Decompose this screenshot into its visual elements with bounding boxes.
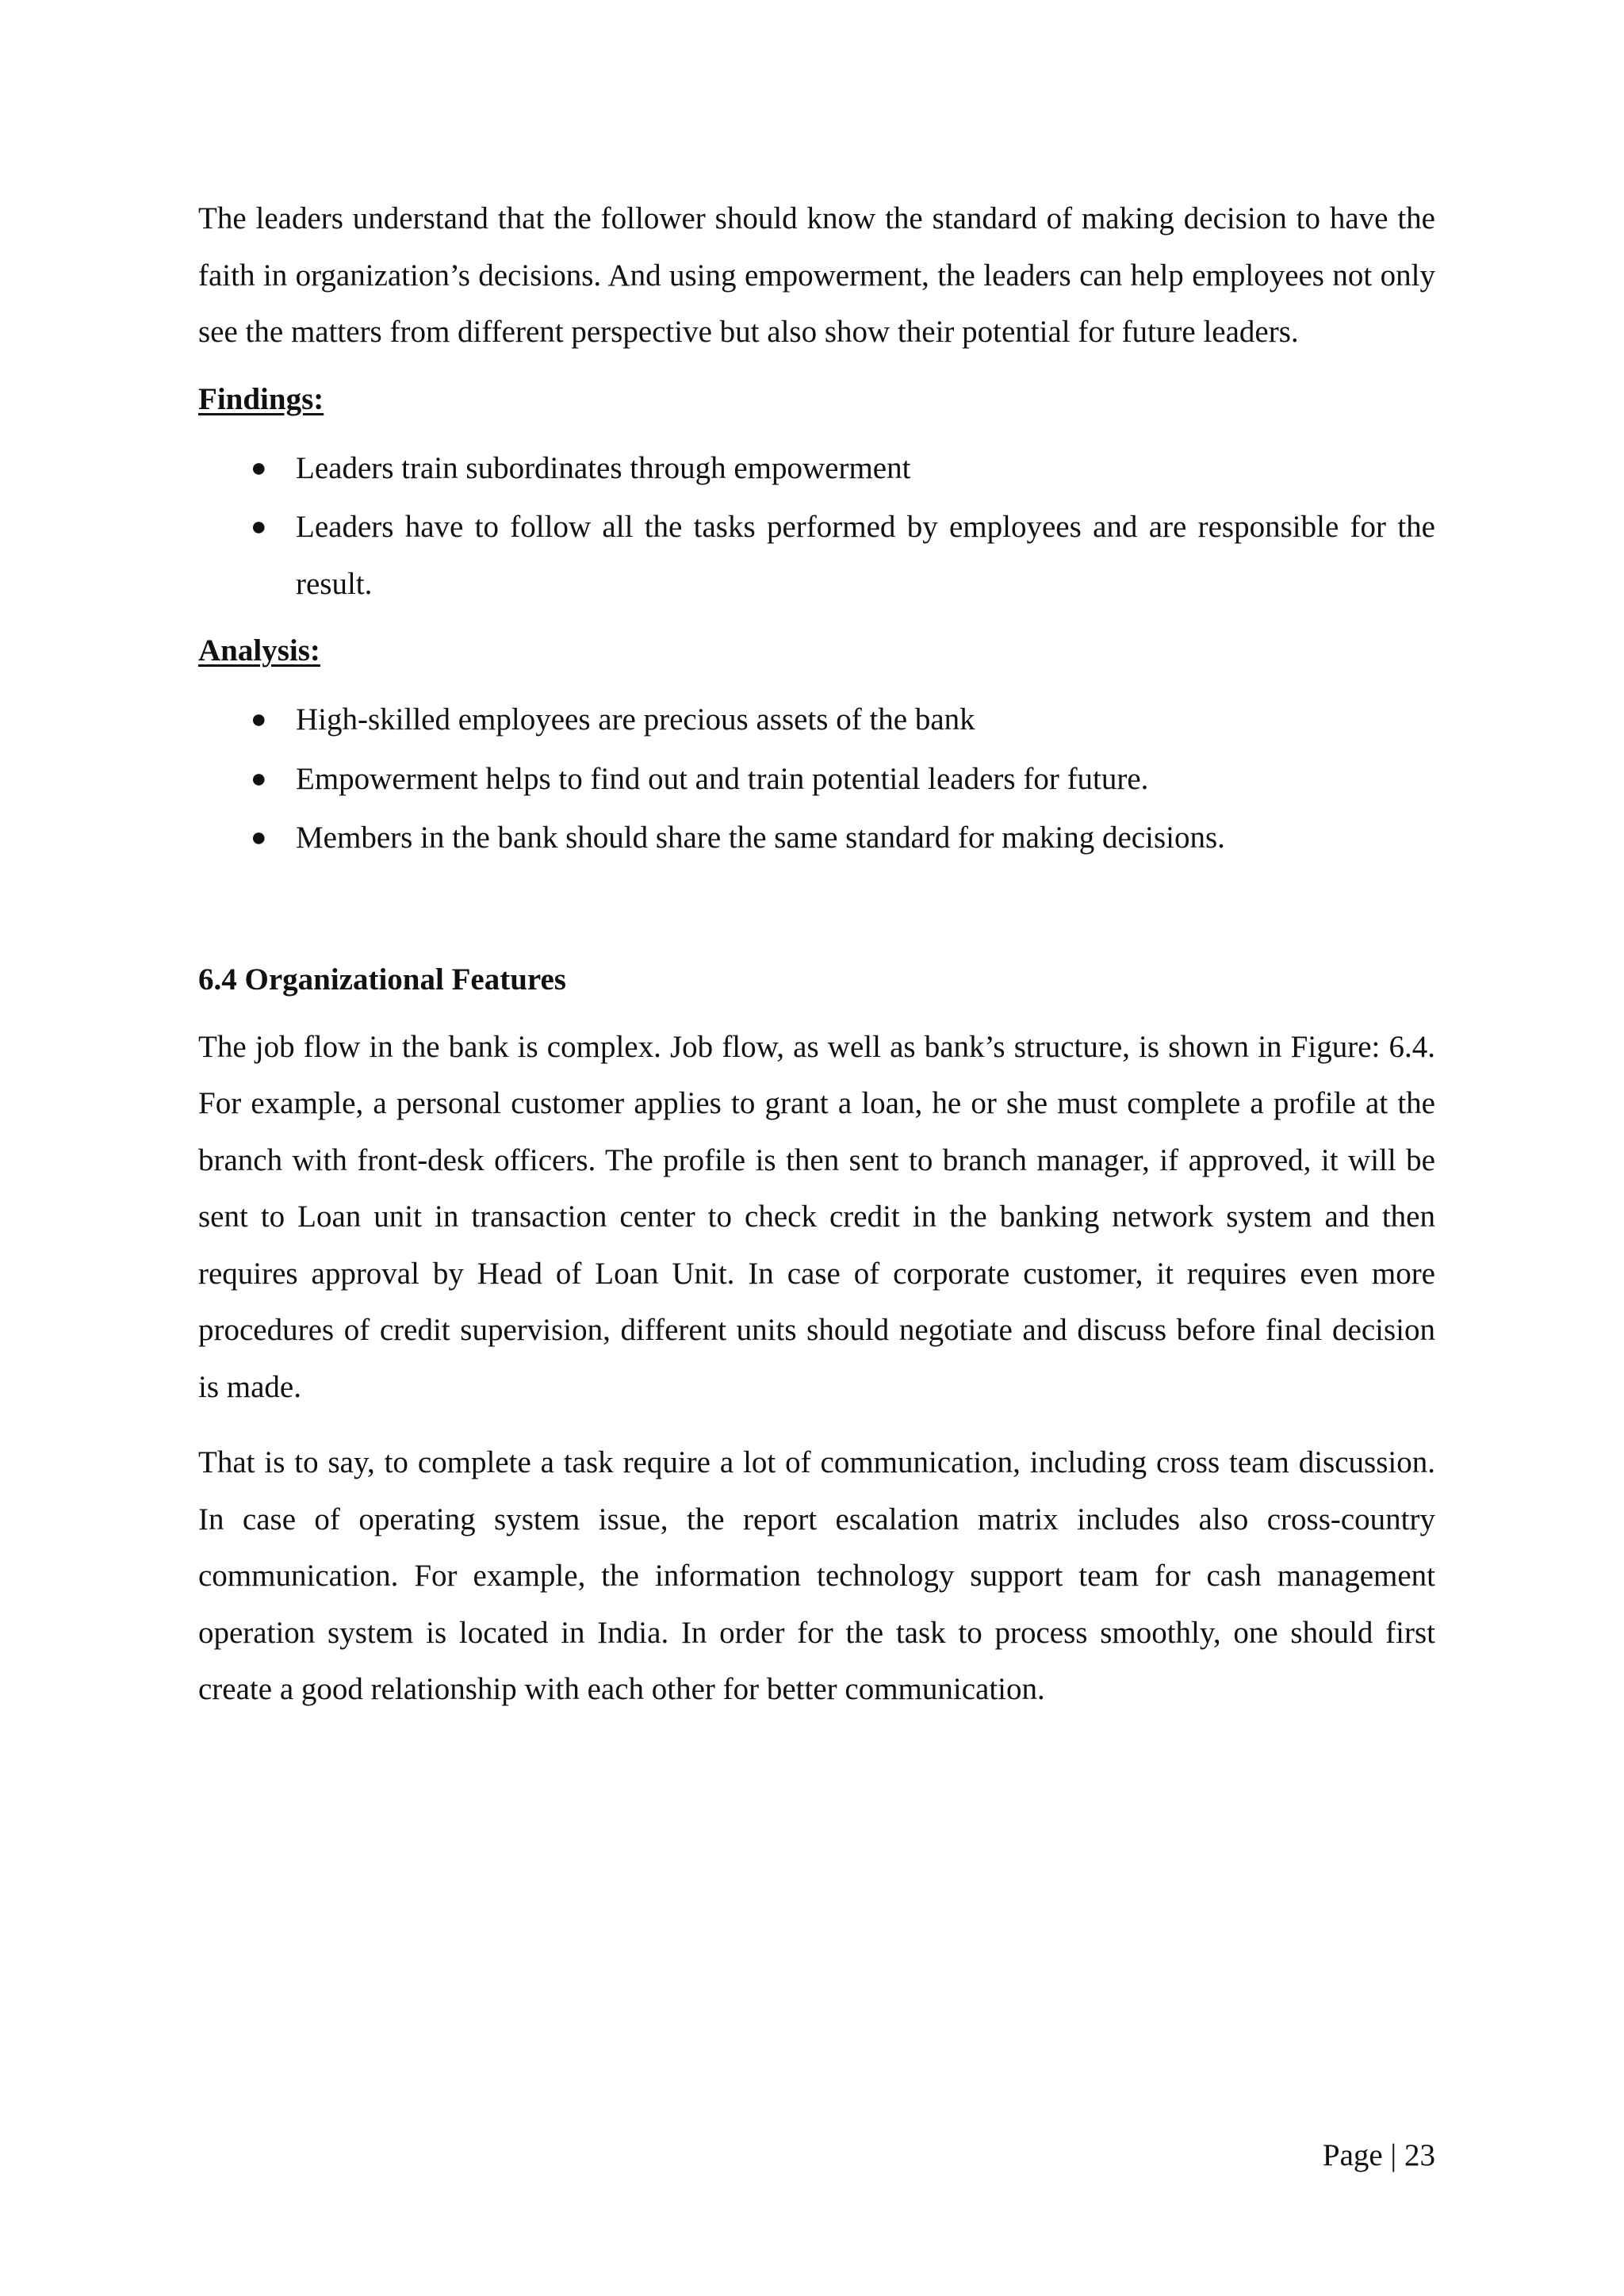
- list-item: [198, 499, 1435, 612]
- bullet-icon: ●: [251, 763, 267, 794]
- section-heading: 6.4 Organizational Features: [198, 962, 566, 997]
- bullet-icon: ●: [251, 453, 267, 483]
- list-item-text: Empowerment helps to find out and train potential leaders for future.: [296, 761, 1149, 796]
- bullet-icon: ●: [251, 705, 267, 734]
- list-item-text: High-skilled employees are precious assets of the bank: [296, 702, 975, 737]
- list-item: [198, 691, 1435, 748]
- section-paragraph-2: That is to say, to complete a task require a lot of communication, including cross team discussion. In case of operating system issue, the report escalation matrix includes also cross-country communication. For example, the information technology support team for cash management operation system is located in India. In order for the task to process smoothly, one should first create a good relationship with each other for better communication.: [198, 1445, 1435, 1706]
- section-paragraph-1: The job flow in the bank is complex. Job flow, as well as bank’s structure, is shown in Figure: 6.4. For example, a personal customer applies to grant a loan, he or she must complete a profile at the branch with front-desk officers. The profile is then sent to branch manager, if approved, it will be sent to Loan unit in transaction center to check credit in the banking network system and then requires approval by Head of Loan Unit. In case of corporate customer, it requires even more procedures of credit supervision, different units should negotiate and discuss before final decision is made.: [198, 1029, 1435, 1404]
- list-item-text: Members in the bank should share the same standard for making decisions.: [296, 821, 1225, 855]
- findings-heading: Findings:: [198, 381, 324, 416]
- analysis-list: [198, 691, 1435, 867]
- analysis-heading: Analysis:: [198, 633, 320, 668]
- list-item: [198, 440, 1435, 497]
- list-item-text: Leaders have to follow all the tasks performed by employees and are responsible for the result.: [296, 510, 1435, 601]
- list-item: [198, 751, 1435, 808]
- page-number: Page | 23: [1322, 2138, 1435, 2172]
- bullet-icon: ●: [251, 823, 267, 852]
- page-content: [198, 190, 1435, 1718]
- bullet-icon: ●: [251, 512, 267, 541]
- intro-paragraph: The leaders understand that the follower should know the standard of making decision to have the faith in organization’s decisions. And using empowerment, the leaders can help employees not only see the matters from different perspective but also show their potential for future leaders.: [198, 201, 1435, 349]
- list-item: [198, 809, 1435, 867]
- list-item-text: Leaders train subordinates through empowerment: [296, 450, 911, 485]
- findings-list: [198, 440, 1435, 613]
